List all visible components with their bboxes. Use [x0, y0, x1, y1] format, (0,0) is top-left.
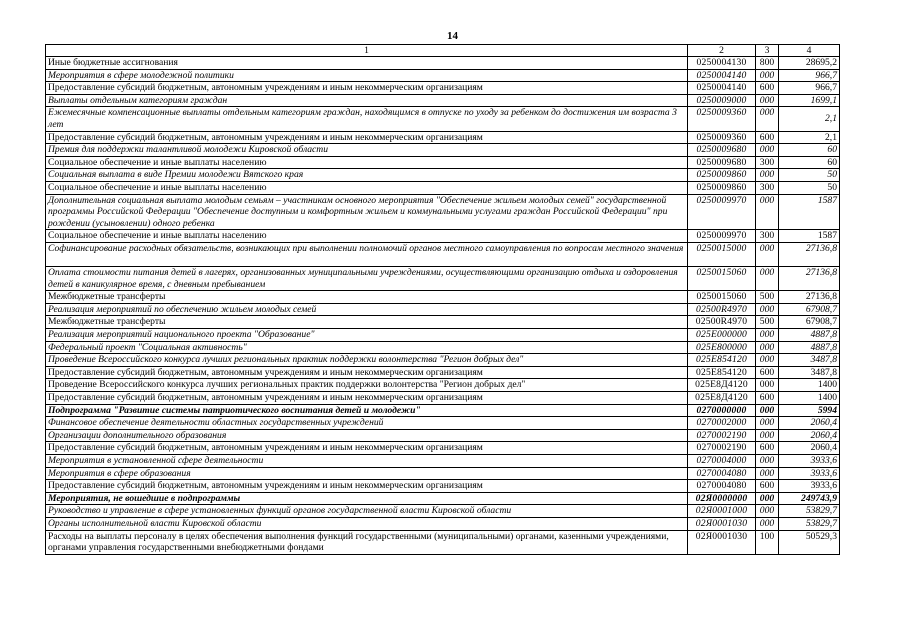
row-type: 000 — [756, 303, 779, 316]
row-code: 025E854120 — [688, 366, 756, 379]
row-sum: 27136,8 — [779, 291, 840, 304]
row-code: 0250015000 — [688, 242, 756, 266]
row-sum: 3933,6 — [779, 467, 840, 480]
table-row — [46, 392, 840, 405]
row-type: 300 — [756, 156, 779, 169]
row-code: 025E854120 — [688, 354, 756, 367]
row-sum: 1699,1 — [779, 94, 840, 107]
row-name: Органы исполнительной власти Кировской области — [46, 517, 688, 530]
row-name: Мероприятия, не вошедшие в подпрограммы — [46, 492, 688, 505]
row-code: 0270004080 — [688, 480, 756, 493]
row-name: Предоставление субсидий бюджетным, автономным учреждениям и иным некоммерческим организациям — [46, 480, 688, 493]
row-sum: 1400 — [779, 379, 840, 392]
row-type: 000 — [756, 341, 779, 354]
table-row — [46, 144, 840, 157]
row-sum: 966,7 — [779, 82, 840, 95]
table-row — [46, 404, 840, 417]
row-code: 02Я0001000 — [688, 505, 756, 518]
table-row — [46, 156, 840, 169]
row-type: 000 — [756, 505, 779, 518]
row-name: Ежемесячные компенсационные выплаты отдельным категориям граждан, находящимся в отпуске по уходу за ребенком до достижения им возраста 3 лет — [46, 107, 688, 131]
row-sum: 27136,8 — [779, 267, 840, 291]
row-code: 0250009970 — [688, 194, 756, 230]
row-code: 025E8Д4120 — [688, 379, 756, 392]
row-name: Финансовое обеспечение деятельности областных государственных учреждений — [46, 417, 688, 430]
row-type: 000 — [756, 94, 779, 107]
row-type: 000 — [756, 169, 779, 182]
row-type: 000 — [756, 69, 779, 82]
page-number: 14 — [447, 30, 458, 42]
table-row — [46, 316, 840, 329]
row-name: Предоставление субсидий бюджетным, автономным учреждениям и иным некоммерческим организациям — [46, 366, 688, 379]
row-name: Премия для поддержки талантливой молодежи Кировской области — [46, 144, 688, 157]
row-type: 000 — [756, 404, 779, 417]
row-code: 02500R4970 — [688, 303, 756, 316]
row-sum: 53829,7 — [779, 505, 840, 518]
row-name: Предоставление субсидий бюджетным, автономным учреждениям и иным некоммерческим организациям — [46, 82, 688, 95]
row-code: 0250004140 — [688, 82, 756, 95]
table-row — [46, 303, 840, 316]
row-code: 0250009000 — [688, 94, 756, 107]
row-sum: 2060,4 — [779, 429, 840, 442]
row-code: 02500R4970 — [688, 316, 756, 329]
row-type: 600 — [756, 82, 779, 95]
table-row — [46, 379, 840, 392]
row-sum: 3487,8 — [779, 366, 840, 379]
table-row — [46, 341, 840, 354]
table-row — [46, 329, 840, 342]
row-type: 000 — [756, 329, 779, 342]
row-sum: 67908,7 — [779, 303, 840, 316]
table-row — [46, 69, 840, 82]
row-sum: 4887,8 — [779, 341, 840, 354]
table-row — [46, 131, 840, 144]
row-code: 0250009860 — [688, 169, 756, 182]
row-code: 02Я0000000 — [688, 492, 756, 505]
row-type: 000 — [756, 467, 779, 480]
row-type: 000 — [756, 144, 779, 157]
row-sum: 50529,3 — [779, 530, 840, 554]
row-name: Мероприятия в сфере образования — [46, 467, 688, 480]
row-name: Оплата стоимости питания детей в лагерях, организованных муниципальными учреждениями, осуществляющими организацию отдыха и оздоровления детей в каникулярное время, с дневным пребыванием — [46, 267, 688, 291]
row-name: Проведение Всероссийского конкурса лучших региональных практик поддержки волонтерства "Регион добрых дел" — [46, 354, 688, 367]
row-code: 0250015060 — [688, 267, 756, 291]
row-type: 000 — [756, 107, 779, 131]
row-sum: 3933,6 — [779, 455, 840, 468]
row-type: 000 — [756, 194, 779, 230]
row-code: 0250009680 — [688, 156, 756, 169]
table-row — [46, 194, 840, 230]
table-row — [46, 530, 840, 554]
row-name: Выплаты отдельным категориям граждан — [46, 94, 688, 107]
row-type: 500 — [756, 316, 779, 329]
row-name: Мероприятия в установленной сфере деятельности — [46, 455, 688, 468]
row-name: Мероприятия в сфере молодежной политики — [46, 69, 688, 82]
row-name: Проведение Всероссийского конкурса лучших региональных практик поддержки волонтерства "Регион добрых дел" — [46, 379, 688, 392]
table-row — [46, 82, 840, 95]
row-type: 600 — [756, 442, 779, 455]
row-sum: 2060,4 — [779, 417, 840, 430]
row-sum: 50 — [779, 169, 840, 182]
table-row — [46, 267, 840, 291]
row-type: 000 — [756, 429, 779, 442]
row-sum: 2060,4 — [779, 442, 840, 455]
row-code: 02Я0001030 — [688, 517, 756, 530]
row-code: 0250009970 — [688, 230, 756, 243]
row-sum: 249743,9 — [779, 492, 840, 505]
row-name: Предоставление субсидий бюджетным, автономным учреждениям и иным некоммерческим организациям — [46, 392, 688, 405]
row-code: 025E000000 — [688, 329, 756, 342]
row-name: Иные бюджетные ассигнования — [46, 57, 688, 70]
row-name: Реализация мероприятий национального проекта "Образование" — [46, 329, 688, 342]
row-name: Социальное обеспечение и иные выплаты населению — [46, 230, 688, 243]
row-name: Социальное обеспечение и иные выплаты населению — [46, 181, 688, 194]
row-name: Федеральный проект "Социальная активность" — [46, 341, 688, 354]
row-type: 000 — [756, 267, 779, 291]
row-type: 500 — [756, 291, 779, 304]
row-code: 0250004140 — [688, 69, 756, 82]
row-type: 000 — [756, 354, 779, 367]
row-name: Расходы на выплаты персоналу в целях обеспечения выполнения функций государственными (муниципальными) органами, казенными учреждениями, органами управления государственными внебюджетными фондами — [46, 530, 688, 554]
row-type: 600 — [756, 366, 779, 379]
table-row — [46, 429, 840, 442]
header-col-code: 2 — [688, 45, 756, 57]
table-row — [46, 505, 840, 518]
row-name: Межбюджетные трансферты — [46, 316, 688, 329]
row-sum: 966,7 — [779, 69, 840, 82]
table-row — [46, 467, 840, 480]
row-sum: 27136,8 — [779, 242, 840, 266]
table-row — [46, 181, 840, 194]
row-code: 0250004130 — [688, 57, 756, 70]
row-name: Организации дополнительного образования — [46, 429, 688, 442]
row-sum: 2,1 — [779, 107, 840, 131]
row-type: 000 — [756, 492, 779, 505]
row-name: Межбюджетные трансферты — [46, 291, 688, 304]
row-sum: 50 — [779, 181, 840, 194]
row-code: 025E8Д4120 — [688, 392, 756, 405]
row-type: 000 — [756, 379, 779, 392]
table-row — [46, 57, 840, 70]
row-sum: 28695,2 — [779, 57, 840, 70]
table-row — [46, 242, 840, 266]
row-type: 600 — [756, 480, 779, 493]
header-col-type: 3 — [756, 45, 779, 57]
table-row — [46, 291, 840, 304]
table-row — [46, 169, 840, 182]
row-name: Предоставление субсидий бюджетным, автономным учреждениям и иным некоммерческим организациям — [46, 131, 688, 144]
row-type: 300 — [756, 230, 779, 243]
row-sum: 1587 — [779, 230, 840, 243]
row-type: 300 — [756, 181, 779, 194]
row-sum: 3933,6 — [779, 480, 840, 493]
row-sum: 4887,8 — [779, 329, 840, 342]
row-code: 0270002190 — [688, 429, 756, 442]
row-type: 600 — [756, 131, 779, 144]
row-sum: 1400 — [779, 392, 840, 405]
header-col-sum: 4 — [779, 45, 840, 57]
row-code: 0250009680 — [688, 144, 756, 157]
row-type: 000 — [756, 517, 779, 530]
row-sum: 1587 — [779, 194, 840, 230]
table-row — [46, 417, 840, 430]
row-name: Реализация мероприятий по обеспечению жильем молодых семей — [46, 303, 688, 316]
row-name: Социальная выплата в виде Премии молодежи Вятского края — [46, 169, 688, 182]
row-code: 0250009860 — [688, 181, 756, 194]
row-name: Руководство и управление в сфере установленных функций органов государственной власти Кировской области — [46, 505, 688, 518]
row-sum: 67908,7 — [779, 316, 840, 329]
row-type: 000 — [756, 455, 779, 468]
row-code: 0250009360 — [688, 107, 756, 131]
table-row — [46, 366, 840, 379]
row-code: 025E800000 — [688, 341, 756, 354]
row-code: 0250015060 — [688, 291, 756, 304]
header-col-name: 1 — [46, 45, 688, 57]
row-type: 000 — [756, 242, 779, 266]
row-name: Предоставление субсидий бюджетным, автономным учреждениям и иным некоммерческим организациям — [46, 442, 688, 455]
table-row — [46, 230, 840, 243]
row-sum: 3487,8 — [779, 354, 840, 367]
row-sum: 60 — [779, 144, 840, 157]
table-row — [46, 492, 840, 505]
row-code: 0250009360 — [688, 131, 756, 144]
row-code: 02Я0001030 — [688, 530, 756, 554]
row-name: Дополнительная социальная выплата молодым семьям – участникам основного мероприятия "Обеспечение жильем молодых семей" государственной программы Российской Федерации "Обеспечение доступным и комфортным жильем и коммунальными услугами граждан Российской Федерации" при рождении (усыновлении) одного ребенка — [46, 194, 688, 230]
budget-table — [45, 44, 840, 555]
table-row — [46, 480, 840, 493]
table-row — [46, 517, 840, 530]
row-name: Подпрограмма "Развитие системы патриотического воспитания детей и молодежи" — [46, 404, 688, 417]
row-sum: 5994 — [779, 404, 840, 417]
row-name: Софинансирование расходных обязательств, возникающих при выполнении полномочий органов местного самоуправления по вопросам местного значения — [46, 242, 688, 266]
row-code: 0270004000 — [688, 455, 756, 468]
row-code: 0270002000 — [688, 417, 756, 430]
table-row — [46, 107, 840, 131]
row-type: 100 — [756, 530, 779, 554]
row-type: 600 — [756, 392, 779, 405]
row-type: 800 — [756, 57, 779, 70]
table-row — [46, 94, 840, 107]
table-row — [46, 354, 840, 367]
row-code: 0270004080 — [688, 467, 756, 480]
row-sum: 60 — [779, 156, 840, 169]
row-code: 0270002190 — [688, 442, 756, 455]
table-row — [46, 455, 840, 468]
row-code: 0270000000 — [688, 404, 756, 417]
table-row — [46, 442, 840, 455]
row-name: Социальное обеспечение и иные выплаты населению — [46, 156, 688, 169]
header-row — [46, 45, 840, 57]
row-type: 000 — [756, 417, 779, 430]
row-sum: 2,1 — [779, 131, 840, 144]
row-sum: 53829,7 — [779, 517, 840, 530]
